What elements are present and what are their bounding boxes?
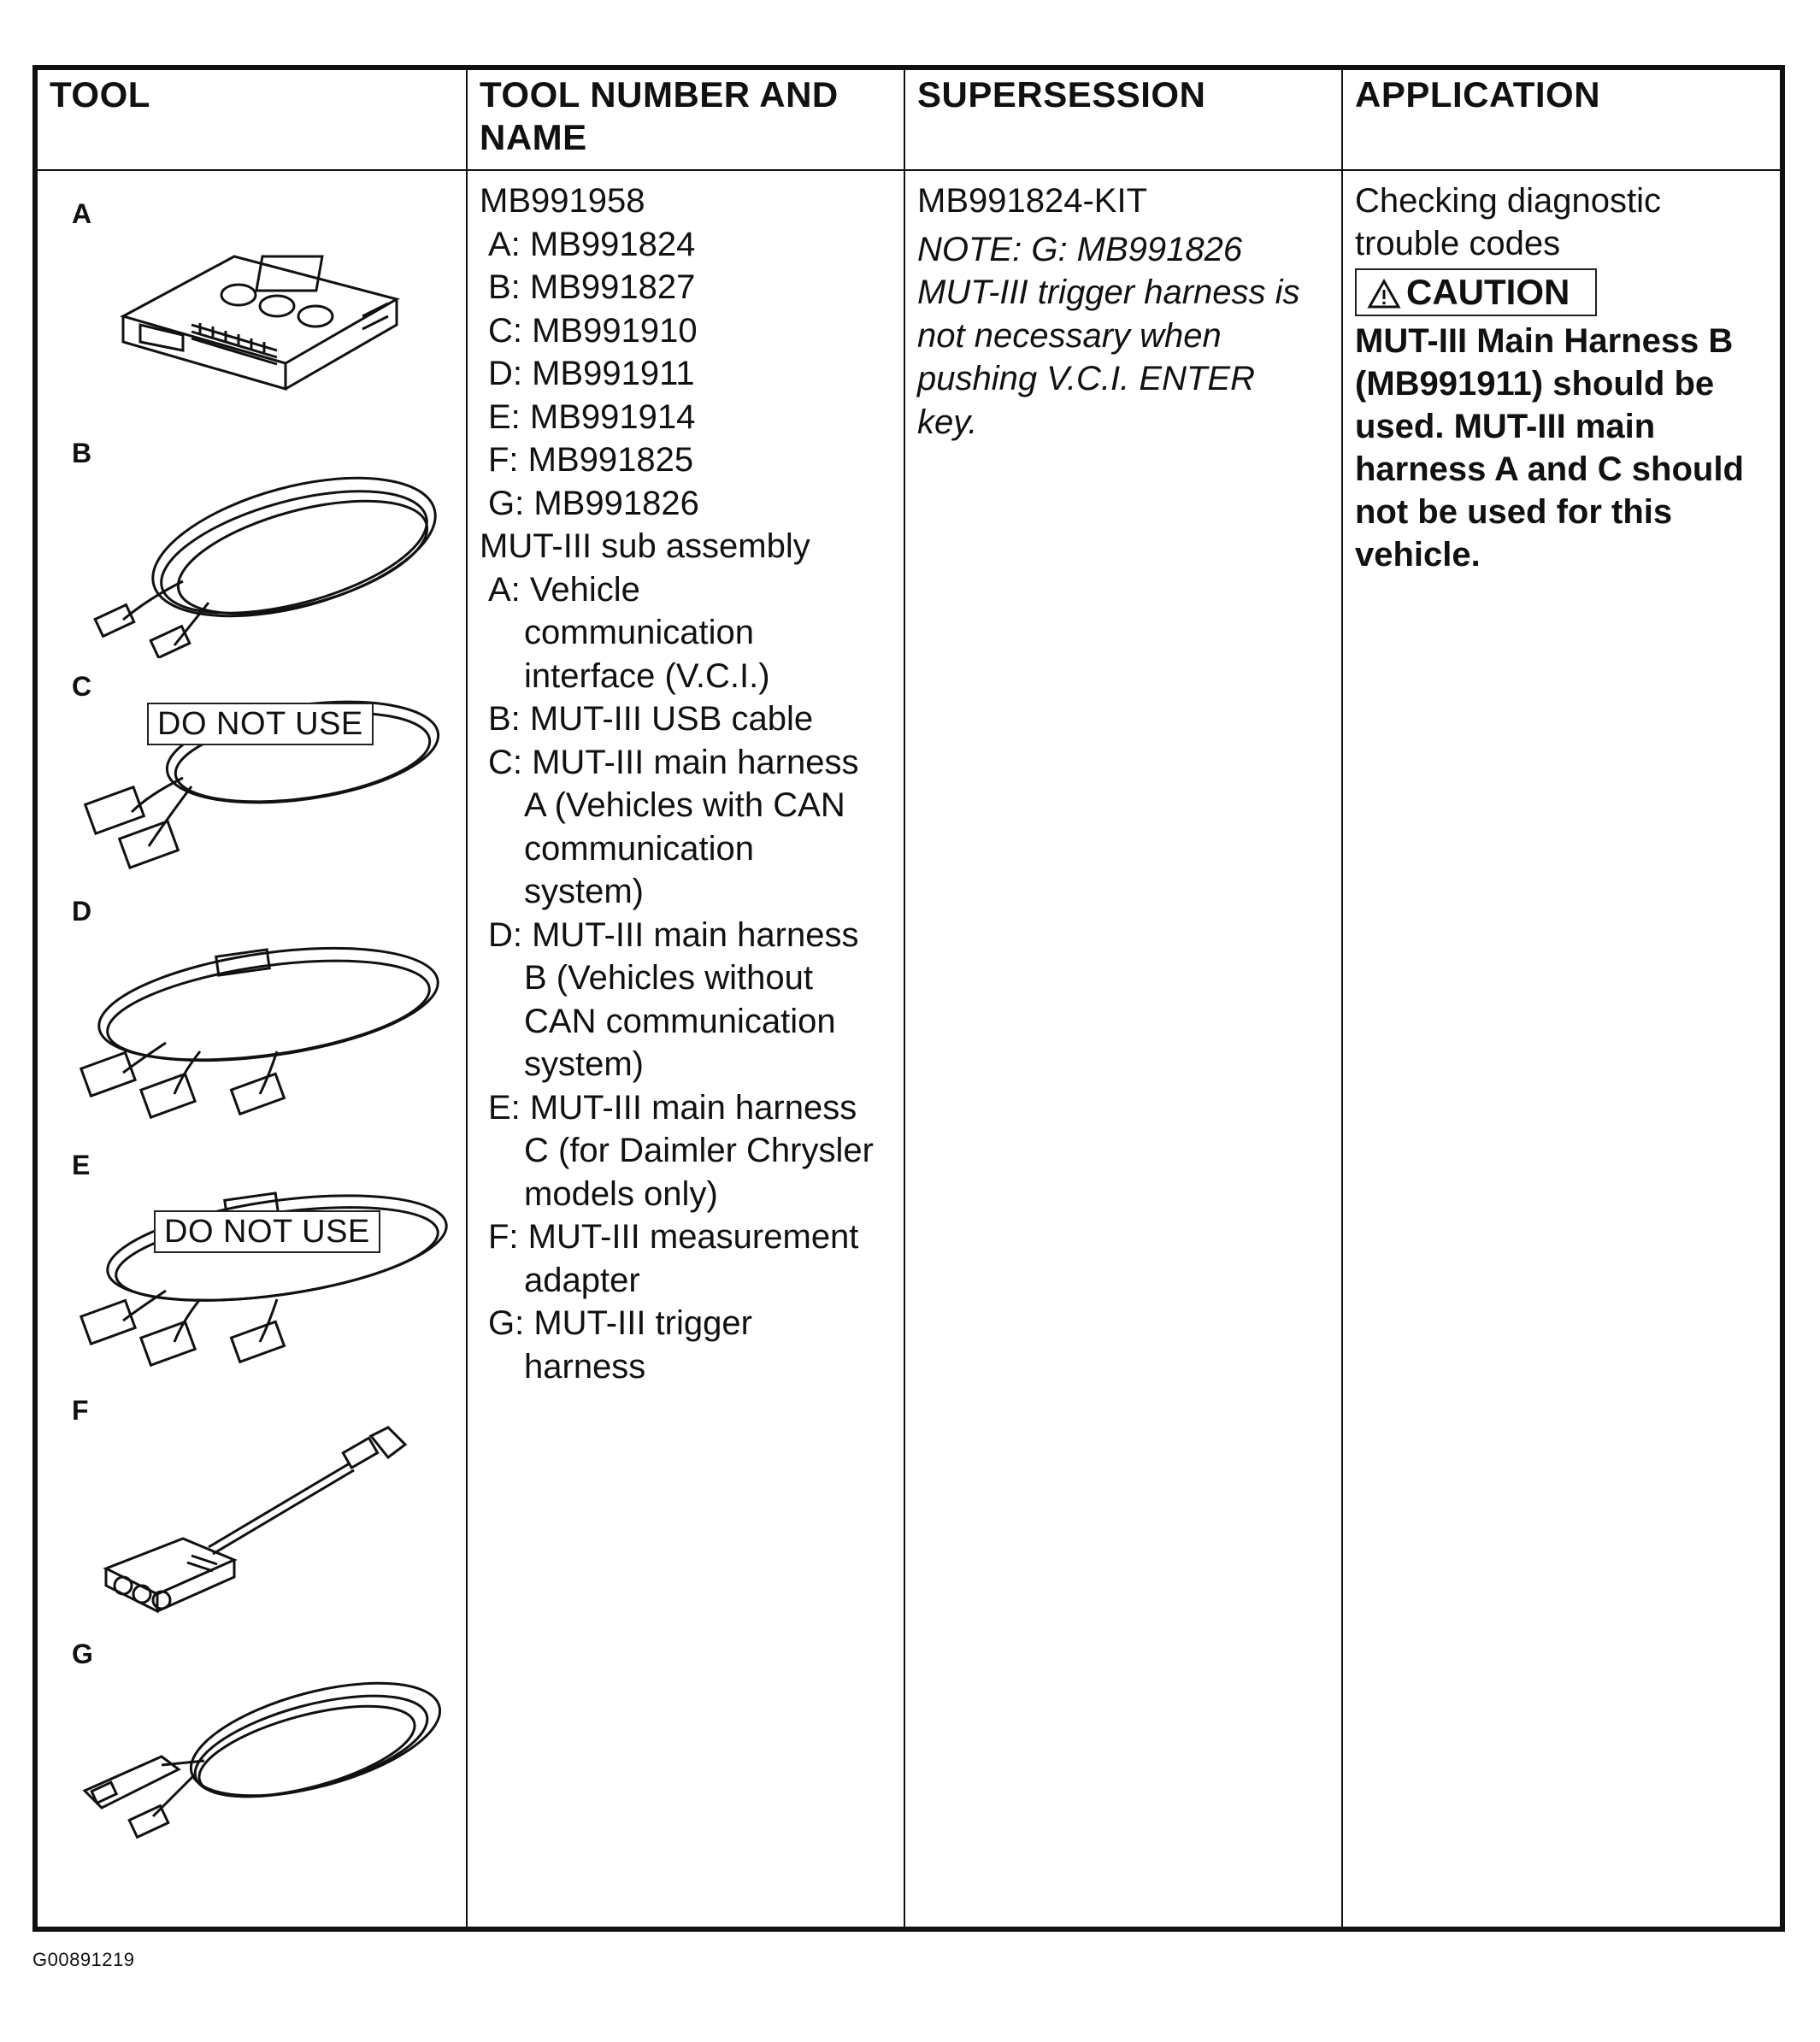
- sub-assembly-d-line: CAN communication: [524, 1002, 836, 1040]
- application-line: Checking diagnostic: [1355, 182, 1661, 220]
- supersession-note: [917, 228, 1333, 444]
- header-application: APPLICATION: [1342, 68, 1782, 170]
- do-not-use-label-e: DO NOT USE: [154, 1210, 380, 1253]
- tool-letter-a: A: [72, 198, 92, 229]
- measurement-adapter-icon: [89, 1410, 431, 1615]
- sub-assembly-f: F: MUT-III measurement: [488, 1218, 859, 1256]
- trigger-harness-icon: [68, 1662, 461, 1851]
- tool-letter-d: D: [72, 896, 92, 927]
- header-tool-number-and-name: TOOL NUMBER AND NAME: [467, 68, 904, 170]
- sub-assembly-f-line: adapter: [524, 1261, 640, 1299]
- sub-assembly-d-line: B (Vehicles without: [524, 959, 813, 997]
- caution-line: used. MUT-III main: [1355, 408, 1656, 445]
- header-row: [35, 68, 1782, 170]
- sub-assembly-d-line: system): [524, 1045, 644, 1083]
- tool-row: [35, 170, 1782, 1929]
- part-number-g: G: MB991826: [488, 484, 699, 522]
- note-line: MUT-III trigger harness is: [917, 274, 1300, 311]
- tool-letter-e: E: [72, 1150, 91, 1180]
- sub-assembly-e-line: C (for Daimler Chrysler: [524, 1132, 874, 1169]
- sub-assembly-c-line: system): [524, 873, 644, 910]
- caution-label: CAUTION: [1406, 272, 1570, 312]
- caution-line: vehicle.: [1355, 536, 1481, 574]
- part-number-f: F: MB991825: [488, 441, 694, 479]
- supersession-cell: [904, 170, 1342, 1929]
- vci-device-icon: [106, 222, 414, 393]
- sub-assembly-c-line: A (Vehicles with CAN: [524, 786, 845, 824]
- header-supersession: SUPERSESSION: [904, 68, 1342, 170]
- part-number-a: A: MB991824: [488, 225, 696, 263]
- sub-assembly-a: A: Vehicle: [488, 570, 640, 609]
- sub-assembly-a-line: communication: [524, 614, 755, 651]
- part-number-e: E: MB991914: [488, 397, 696, 436]
- supersession-kit: MB991824-KIT: [917, 182, 1148, 220]
- caution-line: harness A and C should: [1355, 450, 1744, 488]
- main-harness-c-icon: [63, 1171, 456, 1368]
- note-line: pushing V.C.I. ENTER: [917, 360, 1255, 397]
- note-line: key.: [917, 403, 978, 441]
- sub-assembly-c: C: MUT-III main harness: [488, 743, 859, 781]
- application-cell: [1342, 170, 1782, 1929]
- tool-letter-b: B: [72, 438, 92, 468]
- sub-assembly-g-line: harness: [524, 1347, 646, 1386]
- caution-line: (MB991911) should be: [1355, 365, 1715, 403]
- part-number-d: D: MB991911: [488, 355, 695, 392]
- header-tool: TOOL: [35, 68, 467, 170]
- tool-letter-c: C: [72, 671, 92, 702]
- sub-assembly-a-line: interface (V.C.I.): [524, 656, 770, 695]
- sub-assembly-c-line: communication: [524, 829, 755, 868]
- caution-line: not be used for this: [1355, 493, 1673, 531]
- part-number-b: B: MB991827: [488, 268, 696, 306]
- sub-assembly-d: D: MUT-III main harness: [488, 915, 859, 954]
- sub-assembly-e-line: models only): [524, 1174, 718, 1213]
- tool-number: MB991958: [480, 182, 645, 220]
- tool-number-and-name-cell: [467, 170, 904, 1929]
- sub-assembly-title: MUT-III sub assembly: [480, 527, 810, 565]
- usb-cable-icon: [72, 462, 448, 658]
- sub-assembly-e: E: MUT-III main harness: [488, 1088, 857, 1127]
- sub-assembly-g: G: MUT-III trigger: [488, 1304, 752, 1342]
- tool-illustrations-cell: [35, 170, 467, 1929]
- sub-assembly-b: B: MUT-III USB cable: [488, 700, 814, 738]
- figure-id: G00891219: [32, 1949, 135, 1970]
- note-line: not necessary when: [917, 316, 1222, 355]
- caution-line: MUT-III Main Harness B: [1355, 322, 1734, 360]
- main-harness-b-icon: [63, 923, 456, 1120]
- tool-letter-f: F: [72, 1395, 89, 1426]
- do-not-use-label-c: DO NOT USE: [147, 703, 374, 745]
- special-tools-table: [32, 65, 1785, 1932]
- caution-box: [1355, 268, 1597, 316]
- application-line: trouble codes: [1355, 225, 1561, 262]
- warning-triangle-icon: [1367, 279, 1401, 309]
- part-number-c: C: MB991910: [488, 311, 698, 350]
- note-line: NOTE: G: MB991826: [917, 230, 1243, 268]
- tool-letter-g: G: [72, 1639, 93, 1669]
